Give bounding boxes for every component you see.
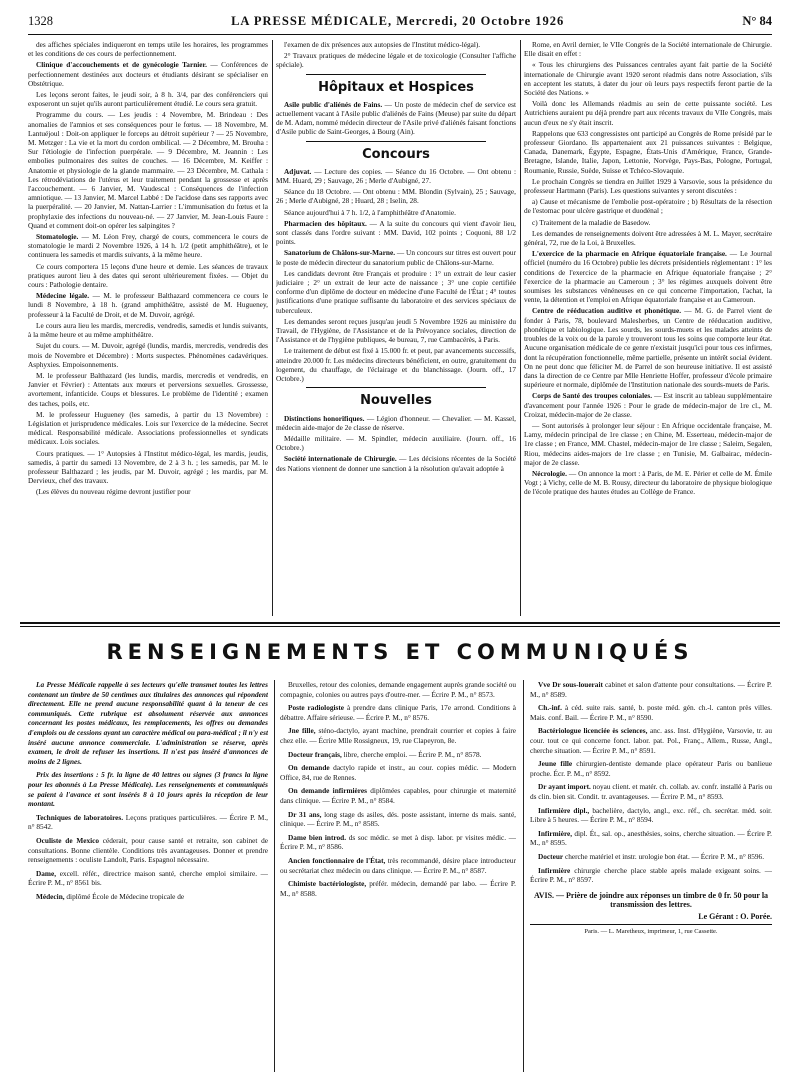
paragraph — [28, 487, 268, 496]
paragraph — [530, 703, 772, 722]
item-heading: Dr ayant import. — [538, 782, 591, 792]
paragraph — [28, 341, 268, 369]
gerant-line: Le Gérant : O. Porée. — [698, 911, 772, 921]
item-text: Séance du 18 Octobre. — Ont obtenu : MM. Blondin (Sylvain), 25 ; Sauvage, 26 ; Merle d'Aubigné, 28 ; Huard, 28 ; Iselin, 28. — [276, 187, 516, 206]
paragraph — [280, 879, 516, 898]
paragraph — [28, 40, 268, 58]
item-heading: Poste radiologiste — [288, 703, 345, 713]
item-heading: Médecin, — [36, 891, 65, 901]
paragraph — [28, 321, 268, 339]
paragraph — [276, 248, 516, 266]
item-text: à prendre dans clinique Paris, 17e arrond. Conditions à débattre. Affaire sérieuse. — Écrire P. M., n° 8576. — [280, 703, 516, 722]
item-heading: Infirmière, — [538, 828, 573, 838]
masthead-title: LA PRESSE MÉDICALE, Mercredi, 20 Octobre 1926 — [231, 13, 565, 28]
paragraph — [28, 410, 268, 447]
paragraph — [524, 197, 772, 215]
paragraph — [28, 836, 268, 865]
section-title-concours: Concours — [362, 146, 430, 162]
item-heading: Asile public d'aliénés de Fains. — [284, 99, 383, 109]
paragraph — [280, 786, 516, 805]
item-text: Médaille militaire. — M. Spindler, médecin auxiliaire. (Journ. off., 16 Octobre.) — [276, 433, 516, 453]
paragraph — [28, 90, 268, 108]
item-text: — Légion d'honneur. — Chevalier. — M. Kassel, médecin aide-major de 2e classe de réserve. — [276, 413, 516, 432]
paragraph — [280, 833, 516, 852]
item-text: — Un poste de médecin chef de service est actuellement vacant à l'Asile public d'aliénés de Fains (Meuse) par suite du départ de M. Adam, nommé médecin directeur de l'Asile privé d'aliénés faisant fonctions d'Asile public de Saint-Georges, à Bourg (Ain). — [276, 99, 516, 137]
banner-rule-thin — [20, 626, 780, 627]
item-text: cabinet et salon d'attente pour consultations. — Écrire P. M., n° 8589. — [530, 680, 772, 699]
item-text: long stage ds asiles, dés. poste assistant, interne ds mais. santé, clinique. — Écrire P. M., n° 8585. — [280, 809, 516, 829]
paragraph — [28, 262, 268, 290]
item-text: bachelière, dactylo, angl., exc. réf., ch. secrétar. méd. soir. Libre à 5 heures. — Écrire P. M., n° 8594. — [530, 805, 772, 825]
section-title-hopitaux: Hôpitaux et Hospices — [318, 79, 474, 95]
item-text: Ce cours comportera 15 leçons d'une heure et demie. Les séances de travaux pratiques auront lieu à des dates qui seront ultérieurement fixées. — Objet du cours : Pathologie dentaire. — [28, 261, 268, 290]
paragraph — [524, 40, 772, 58]
classifieds-column-2 — [280, 680, 516, 1072]
column-1 — [28, 40, 268, 616]
item-heading: Clinique d'accouchements et de gynécologie Tarnier. — [36, 60, 207, 70]
paragraph — [276, 346, 516, 383]
item-text: c) Traitement de la maladie de Basedow. — [532, 217, 651, 227]
item-heading: Bactériologue licenciée ès sciences, — [538, 726, 648, 736]
paragraph — [530, 806, 772, 825]
item-heading: Société internationale de Chirurgie. — [284, 454, 397, 464]
classifieds-list — [530, 680, 772, 885]
item-text: cherche matériel et instr. urologie bon état. — Écrire P. M., n° 8596. — [564, 851, 765, 861]
paragraph — [530, 852, 772, 862]
item-text: Sujet du cours. — M. Duvoir, agrégé (lundis, mardis, mercredis, vendredis des mois de Novembre et Décembre) : Morts suspectes. Phénomènes cadavériques. Asphyxies. Empoisonnements. — [28, 341, 268, 369]
item-text: libre, cherche emploi. — Écrire P. M., n° 8578. — [343, 749, 482, 759]
section-title-nouvelles: Nouvelles — [360, 393, 432, 409]
item-text: des affiches spéciales indiqueront en temps utile les horaires, les programmes et les conditions de ces cours de perfectionnement. — [28, 40, 268, 59]
paragraph — [276, 219, 516, 247]
item-heading: Ancien fonctionnaire de l'État, — [288, 855, 386, 865]
item-text: 2° Travaux pratiques de médecine légale et de toxicologie (Consulter l'affiche spéciale). — [276, 51, 516, 70]
avis-notice: AVIS. — Prière de joindre aux réponses un timbre de 0 fr. 50 pour la transmission des lettres. — [533, 890, 769, 910]
paragraph — [524, 218, 772, 227]
paragraph — [280, 750, 516, 760]
section-rule — [306, 387, 486, 388]
item-text: diplômé École de Médecine tropicale de — [66, 891, 185, 901]
item-text: a) Cause et mécanisme de l'embolie post-opératoire ; b) Résultats de la résection de l'estomac pour ulcère gastrique et duodénal ; — [524, 197, 772, 216]
item-text: ds soc médic. se met à disp. labor. pr visites médic. — Écrire P. M., n° 8586. — [280, 832, 516, 852]
item-heading: On demande infirmières — [288, 786, 367, 796]
paragraph — [524, 391, 772, 419]
paragraph — [28, 60, 268, 88]
paragraph: Prix des insertions : 5 fr. la ligne de 40 lettres ou signes (3 francs la ligne pour les abonnés à La Presse Médicale). Les renseignements et communiqués se paient à l'avance et sont insérés 8 à 10 jours après la réception de leur montant. — [28, 770, 268, 809]
item-text: Les demandes seront reçues jusqu'au jeudi 5 Novembre 1926 au ministère du Travail, de l'Hygiène, de l'Assistance et de la Prévoyance sociales, direction de l'Assistance et de l'hygiène publiques, 4e bureau, 7, rue Cambacérès, à Paris. — [276, 316, 516, 345]
item-heading: Médecine légale. — [36, 291, 90, 301]
item-text: Les leçons seront faites, le jeudi soir, à 8 h. 3/4, par des conférenciers qui exposeront un sujet qu'ils auront particulièrement étudié. Le cours sera gratuit. — [28, 90, 268, 109]
item-heading: Infirmière — [538, 865, 571, 875]
paragraph — [28, 371, 268, 408]
paragraph — [524, 229, 772, 247]
item-text: Le cours aura lieu les mardis, mercredis, vendredis, samedis et lundis suivants, à la même heure et au même amphithéâtre. — [28, 320, 268, 340]
section-rule — [306, 74, 486, 75]
concours-section — [276, 167, 516, 383]
item-text: — Est inscrit au tableau supplémentaire d'avancement pour l'année 1926 : Pour le grade de médecin-major de 1re cl., M. Croizat, médecin-major de 2e classe. — [524, 391, 772, 419]
item-text: — On annonce la mort : à Paris, de M. E. Périer et celle de M. Émile Vogt ; à Vichy, celle de M. B. Rousy, directeur du laboratoire de physique biologique de l'école pratique des hautes études au Collège de France. — [524, 468, 772, 497]
paragraph — [524, 249, 772, 304]
paragraph: La Presse Médicale rappelle à ses lecteurs qu'elle transmet toutes les lettres contenant un timbre de 50 centimes aux titulaires des annonces qui répondent directement. Elle ne prend aucune responsabilité quant à la teneur de ces communiqués. Cette rubrique est absolument réservée aux annonces concernant les postes médicaux, les remplacements, les offres ou demandes d'emplois ou de cessions ayant un caractère médical ou para-médical ; il n'y est inséré aucune annonce commerciale. L'administration se réserve, après examen, le droit de refuser les insertions. Il n'est pas inséré d'annonces de moins de 2 lignes. — [28, 680, 268, 766]
item-text: très recommandé, désire place introducteur ou secrétariat chez médecin ou dans clinique. — Écrire P. M., n° 8587. — [280, 855, 516, 875]
col2-top — [276, 40, 516, 70]
item-heading: Centre de rééducation auditive et phonétique. — [532, 306, 682, 316]
item-heading: L'exercice de la pharmacie en Afrique équatoriale française. — [532, 249, 727, 259]
item-heading: Corps de Santé des troupes coloniales. — [532, 391, 653, 401]
item-heading: Nécrologie. — [532, 468, 567, 478]
section-rule — [306, 141, 486, 142]
page-number: 1328 — [28, 13, 53, 28]
item-heading: Oculiste de Mexico — [36, 835, 100, 845]
paragraph — [28, 813, 268, 832]
item-heading: Adjuvat. — [284, 166, 312, 176]
paragraph — [276, 414, 516, 432]
item-heading: Dame bien introd. — [288, 832, 347, 842]
paragraph — [276, 51, 516, 69]
item-text: — Conférences de perfectionnement destinées aux docteurs et étudiants désirant se spécialiser en Obstétrique. — [28, 60, 268, 88]
item-text: Séance aujourd'hui à 7 h. 1/2, à l'amphithéâtre d'Anatomie. — [284, 207, 456, 217]
item-text: préfér. médecin, demandé par labo. — Écrire P. M., n° 8588. — [280, 879, 516, 898]
paragraph — [28, 449, 268, 486]
paragraph — [530, 829, 772, 848]
item-text: — M. G. de Parrel vient de fonder à Paris, 78, boulevard Malesherbes, un Centre de rééducation auditive, phonétique et labiologique. Les sourds, les sourds-muets et les malades atteints de troubles de la voix ou de la parole y trouveront tous les soins que comporte leur état. Aucune organisation médicale de ce genre n'existait jusqu'ici pour tous ces infirmes, dont la récupération fonctionnelle, même partielle, présente un intérêt social évident. On ne peut donc que féliciter M. de Parrel de son heureuse initiative. Il est assisté dans la direction de ce Centre par Mlle Henriette Hoffer, professeur d'école primaire supérieure et normale, diplômée de l'Institution nationale des sourds-muets de Paris. — [524, 306, 772, 390]
paragraph — [530, 782, 772, 801]
paragraph — [276, 269, 516, 315]
classifieds-column-1 — [28, 680, 268, 1072]
column-divider — [272, 40, 273, 616]
item-text: anc. ass. Inst. d'Hygiène, Varsovie, tr. au cour. tout ce qui concerne fonct. labor. pat. Pol., Franç., Allem., Russe, Angl., cherche situation. — Écrire P. M., n° 8591. — [530, 726, 772, 755]
item-text: Rappelons que 633 congressistes ont participé au Congrès de Rome présidé par le professeur Giordano. Ils appartenaient aux 21 puissances suivantes : Belgique, Canada, Danemark, Égypte, Espagne, États-Unis d'Amérique, France, Grande-Bretagne, Islande, Italie, Japon, Lettonie, Norvège, Pays-Bas, Pologne, Portugal, Roumanie, Russie, Suède, Suisse et Tchéco-Slovaquie. — [524, 128, 772, 175]
item-text: diplômées capables, pour chirurgie et maternité dans clinique. — Écrire P. M., n° 8584. — [280, 786, 516, 805]
item-heading: On demande — [288, 763, 330, 773]
issue-number: N° 84 — [742, 13, 772, 28]
item-text: à céd. suite rais. santé, b. poste méd. gén. ch.-l. canton près villes. Mais. conf. Bail. — Écrire P. M., n° 8590. — [530, 703, 772, 722]
item-heading: Docteur français, — [288, 749, 342, 759]
nouvelles-section — [276, 414, 516, 473]
paragraph — [276, 100, 516, 137]
paragraph — [276, 40, 516, 49]
item-text: Voilà donc les Allemands réadmis au sein de cette puissante société. Les Autrichiens auraient pu déjà prendre part aux récents travaux du VIIe Congrès, mais aucun d'eux ne s'y était inscrit. — [524, 99, 772, 127]
item-text: M. le professeur Balthazard (les lundis, mardis, mercredis et vendredis, en Janvier et Février) : Attentats aux mœurs et perversions sexuelles. Grossesse, avortement, infanticide. Coups et blessures. Le problème de l'identité ; examen des taches, poils, etc. — [28, 370, 268, 408]
item-heading: Stomatologie. — [36, 232, 79, 242]
classifieds-column-3 — [530, 680, 772, 1072]
item-text: — A la suite du concours qui vient d'avoir lieu, sont classés dans l'ordre suivant : MM. David, 102 points ; Coquoni, 88 1/2 points. — [276, 218, 516, 247]
item-text: Leçons pratiques particulières. — Écrire P. M., n° 8542. — [28, 812, 268, 832]
paragraph — [276, 208, 516, 217]
paragraph — [280, 680, 516, 699]
column-2 — [276, 40, 516, 616]
hopitaux-section — [276, 100, 516, 137]
paragraph — [280, 763, 516, 782]
printer-line: Paris. — L. Maretheux, imprimeur, 1, rue Cassette. — [530, 924, 772, 937]
item-heading: Distinctions honorifiques. — [284, 413, 365, 423]
item-text: — Sont autorisés à prolonger leur séjour : En Afrique occidentale française, M. Lamy, médecin principal de 1re classe ; en Chine, M. Esserteau, médecin-major de 1re classe ; en France, MM. Chastel, médecin-major de 1re classe ; Saleim, Segalen, Riou, médecins aides-majors de 1re classe ; en Tunisie, M. Galbairac, médecin-major de 2e classe. — [524, 420, 772, 467]
paragraph — [524, 177, 772, 195]
paragraph — [28, 291, 268, 319]
item-text: — Le Journal officiel (numéro du 16 Octobre) publie les décrets présidentiels réglementant : 1° les conditions de l'exercice de la pharmacie en Afrique équatoriale française ; 2° l'exercice de la pharmacie au Cameroun ; 3° les régimes auxquels doivent être soumises les substances vénéneuses en ce qui concerne l'importation, l'achat, la vente, la détention et l'emploi en Afrique équatoriale française et au Cameroun. — [524, 249, 772, 305]
item-text: M. le professeur Hugueney (les samedis, à partir du 13 Novembre) : Législation et jurisprudence médicales. Lois sur l'exercice de la médecine. Secret médical. Responsabilité médicale. Associations professionnelles et syndicats médicaux. Lois sociales. — [28, 409, 268, 447]
item-text: — Lecture des copies. — Séance du 16 Octobre. — Ont obtenu : MM. Huard, 29 ; Sauvage, 26 ; Merle d'Aubigné, 27. — [276, 166, 516, 186]
item-text: céderait, pour cause santé et retraite, son cabinet de consultations. Bonne clientèle. Conditions très avantageuses. Donner et prendre renseignements : oculiste Landolt, Paris. Espagnol nécessaire. — [28, 835, 268, 865]
paragraph — [280, 810, 516, 829]
item-heading: Pharmacien des hôpitaux. — [284, 218, 367, 228]
item-heading: Techniques de laboratoires. — [36, 812, 124, 822]
paragraph — [524, 129, 772, 175]
paragraph — [530, 726, 772, 755]
banner-rule-thick — [20, 622, 780, 624]
paragraph — [28, 869, 268, 888]
item-text: Cours pratiques. — 1° Autopsies à l'Institut médico-légal, les mardis, jeudis, samedis, à partir du samedi 13 Novembre, de 2 à 3 h. ; les samedis, par M. le professeur Balthazard ; les jeudis, par M. Duvoir, agrégé ; les mardis, par M. Dervieux, chef des travaux. — [28, 448, 268, 486]
paragraph — [276, 454, 516, 472]
paragraph — [28, 892, 268, 902]
item-text: dipl. Ét., sal. op., anesthésies, soins, cherche situation. — Écrire P. M., n° 8595. — [530, 828, 772, 848]
item-text: Les candidats devront être Français et produire : 1° un extrait de leur casier judiciaire ; 2° un extrait de leur acte de naissance ; 3° une copie certifiée conforme d'un diplôme de docteur en médecine d'une Faculté de l'État ; 4° toutes justifications d'une pratique suffisante du laboratoire et des services spéciaux de tuberculeux. — [276, 268, 516, 315]
item-heading: Dame, — [36, 868, 57, 878]
paragraph — [530, 759, 772, 778]
paragraph — [28, 110, 268, 230]
paragraph — [524, 99, 772, 127]
header-rule — [28, 34, 772, 35]
paragraph — [276, 167, 516, 185]
item-heading: Infirmière dipl., — [538, 805, 590, 815]
item-text: « Tous les chirurgiens des Puissances centrales ayant fait partie de la Société internationale de Chirurgie avant 1920 seront réadmis dans notre Association, s'ils en acceptent les statuts, à dater du jour où leurs pays respectifs feront partie de la Société des Nations. » — [524, 60, 772, 98]
paragraph — [524, 306, 772, 389]
item-heading: Chimiste bactériologiste, — [288, 879, 367, 889]
column-divider — [523, 680, 524, 1072]
paragraph — [280, 856, 516, 875]
item-text: — M. Léon Frey, chargé de cours, commencera le cours de stomatologie le mardi 2 Novembre 1926, à 14 h. 1/2 (petit amphithéâtre), et le continuera les samedis et mardis suivants, à la même heure. — [28, 232, 268, 260]
column-3 — [524, 40, 772, 616]
item-text: — Un concours sur titres est ouvert pour le poste de médecin directeur du sanatorium public de Châlons-sur-Marne. — [276, 248, 516, 267]
item-text: noyau client. et matér. ch. collab. av. confr. installé à Paris ou ds clin. bien sit. Condit. tr. avantageuses. — Écrire P. M., n° 8593. — [530, 782, 772, 801]
paragraph — [28, 232, 268, 260]
item-heading: Sanatorium de Châlons-sur-Marne. — [284, 248, 396, 258]
paragraph — [530, 866, 772, 885]
item-text: Rome, en Avril dernier, le VIIe Congrès de la Société internationale de Chirurgie. Elle disait en effet : — [524, 40, 772, 59]
paragraph — [530, 680, 772, 699]
item-text: chirurgie cherche place stable après malade exigeant soins. — Écrire P. M., n° 8597. — [530, 865, 772, 885]
item-heading: Ch.-inf. — [538, 703, 562, 713]
item-heading: Jne fille, — [288, 726, 316, 736]
item-text: l'examen de dix présences aux autopsies de l'Institut médico-légal). — [284, 40, 481, 49]
item-text: dactylo rapide et instr., au cour. copies médic. — Modern Office, 84, rue de Rennes. — [280, 763, 516, 782]
item-heading: Jeune fille — [538, 759, 573, 769]
column-divider — [520, 40, 521, 616]
paragraph — [276, 317, 516, 345]
item-heading: Vve Dr sous-louerait — [538, 680, 603, 689]
item-text: chirurgien-dentiste demande place opérateur Paris ou banlieue proche. Écr. P. M., n° 8592. — [530, 759, 772, 778]
item-text: Le traitement de début est fixé à 15.000 fr. et peut, par avancements successifs, atteindre 20.000 fr. Les médecins directeurs bénéficient, en outre, gratuitement du logement, du chauffage, de l'éclairage et du blanchissage. (Journ. off., 17 Octobre.) — [276, 346, 516, 384]
item-text: — Les décisions récentes de la Société des Nations viennent de donner une sanction à la résolution qu'avait adoptée à — [276, 454, 516, 473]
section-banner: RENSEIGNEMENTS ET COMMUNIQUÉS — [106, 640, 694, 664]
item-heading: Docteur — [538, 851, 564, 861]
item-text: (Les élèves du nouveau régime devront justifier pour — [36, 487, 191, 497]
paragraph — [524, 469, 772, 497]
page-header — [28, 8, 772, 34]
paragraph — [524, 60, 772, 97]
paragraph — [524, 421, 772, 467]
item-heading: Dr 31 ans, — [288, 809, 322, 819]
item-text: Bruxelles, retour des colonies, demande engagement auprès grande société ou compagnie, colonies ou autres pays d'outre-mer. — Écrire P. M., n° 8573. — [280, 680, 516, 699]
column-divider — [274, 680, 275, 1072]
paragraph — [276, 187, 516, 205]
item-text: Le prochain Congrès se tiendra en Juillet 1929 à Varsovie, sous la présidence du professeur Hartmann (Paris). Les questions suivantes y seront discutées : — [524, 176, 772, 196]
item-text: Programme du cours. — Les jeudis : 4 Novembre, M. Brindeau : Des anomalies de l'amnios et ses conséquences pour le fœtus. — 18 Novembre, M. Lantuéjoul : Doit-on appliquer le forceps au détroit supérieur ? — 25 Novembre, M. Metzger : La vie et la mort du cordon ombilical. — 2 Décembre, M. Brouha : Sur l'étiologie de l'infection puerpérale. — 9 Décembre, M. Jeannin : Les embolies pulmonaires des suites de couches. — 16 Décembre, M. Keiffer : Anatomie et physiologie de la glande mammaire. — 23 Décembre, M. Cathala : Les rétrodéviations de l'utérus et leur traitement pendant la grossesse et après l'accouchement. — 6 Janvier, M. Vaudescal : Conséquences de l'infection amniotique. — 13 Janvier, M. Marcel Labbé : De l'acidose dans ses rapports avec la puerpéralité. — 20 Janvier, M. Nattan-Larrier : L'immunisation du fœtus et la prophylaxie des infections du nouveau-né. — 27 Janvier, M. Jean-Louis Faure : Quand et comment doit-on opérer les salpingites ? — [28, 110, 268, 230]
item-text: sténo-dactylo, ayant machine, prendrait courrier et copies à faire chez elle. — Écrire Mlle Rossigneux, 19, rue Clapeyron, 8e. — [280, 726, 516, 745]
paragraph — [276, 434, 516, 452]
paragraph — [280, 703, 516, 722]
item-text: excell. référ., directrice maison santé, cherche emploi similaire. — Écrire P. M., n° 8561 bis. — [28, 868, 268, 888]
item-text: Les demandes de renseignements doivent être adressées à M. L. Mayer, secrétaire général, 72, rue de la Loi, à Bruxelles. — [524, 228, 772, 248]
paragraph — [280, 726, 516, 745]
item-text: — M. le professeur Balthazard commencera ce cours le lundi 8 Novembre, à 18 h. (grand amphithéâtre, assisté de M. Hugueney, professeur à la Faculté de Droit, et de M. Duvoir, agrégé. — [28, 291, 268, 319]
